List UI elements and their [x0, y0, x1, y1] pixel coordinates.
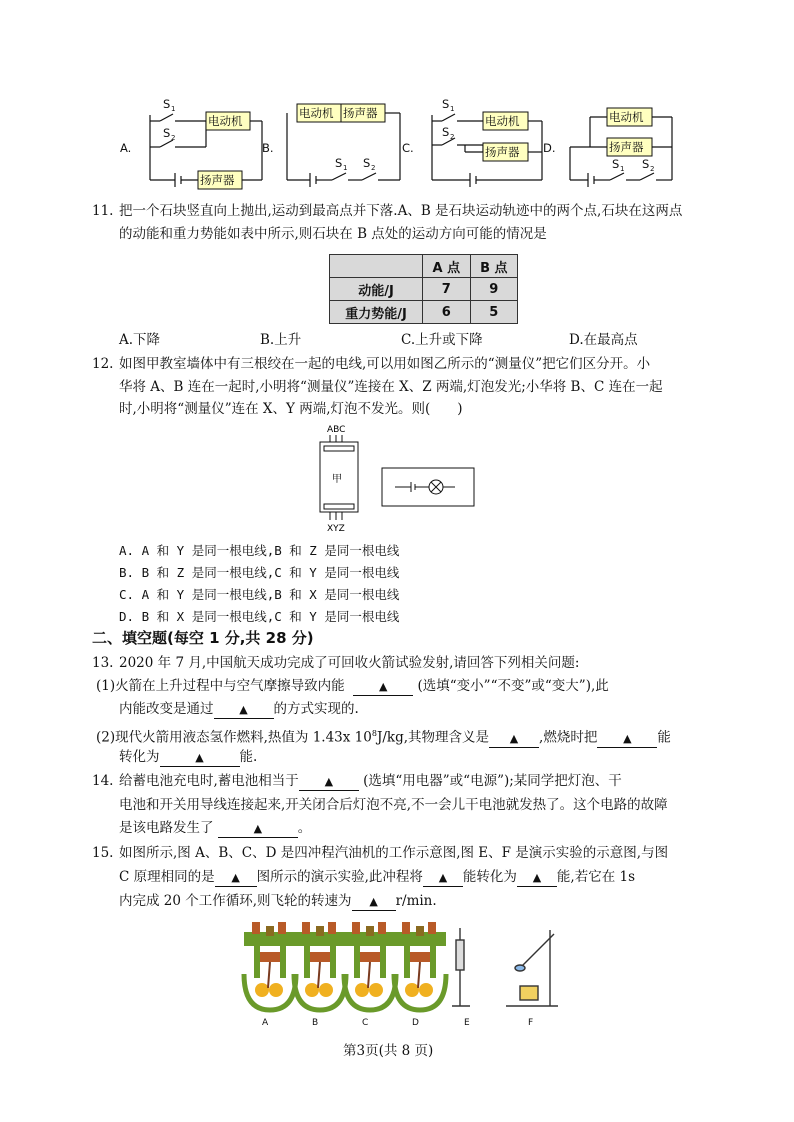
option-a-speaker: 扬声器: [200, 173, 235, 187]
blank-marker-icon: ▲: [369, 895, 378, 908]
q13-p2-text-a: 现代火箭用液态氢作燃料,热值为 1.43x 10: [115, 729, 372, 746]
q14-text-a: 给蓄电池充电时,蓄电池相当于: [119, 773, 299, 789]
table-cell: 6: [423, 301, 471, 324]
answer-blank[interactable]: [215, 869, 257, 887]
q12-option-b: B. B 和 Z 是同一根电线,C 和 Y 是同一根电线: [119, 565, 400, 580]
q11-line2: 的动能和重力势能如表中所示,则石块在 B 点处的运动方向可能的情况是: [119, 226, 547, 242]
option-d-label: D.: [543, 141, 556, 155]
q13-p1-text-c: 内能改变是通过: [119, 701, 214, 717]
blank-marker-icon: ▲: [324, 775, 334, 788]
q12-line3: 时,小明将“测量仪”连在 X、Y 两端,灯泡不发光。则( ): [119, 401, 463, 417]
q14-line1: [119, 771, 622, 791]
q15-text-3a: 内完成 20 个工作循环,则飞轮的转速为: [119, 893, 352, 909]
option-b-motor: 电动机: [299, 106, 334, 120]
option-b-s2: S: [363, 156, 371, 170]
table-cell: 7: [423, 278, 471, 301]
q14-number: 14.: [92, 773, 114, 789]
option-c-label: C.: [402, 141, 414, 155]
blank-marker-icon: ▲: [438, 871, 448, 884]
q13-p1-label: (1): [96, 678, 116, 694]
table-cell: 动能/J: [330, 278, 423, 301]
wire-tester-figure: [315, 420, 480, 535]
q13-part1-cont: [119, 699, 359, 719]
answer-blank[interactable]: [160, 749, 240, 767]
blank-marker-icon: ▲: [532, 871, 542, 884]
q15-text-2d: 能,若它在 1s: [556, 869, 636, 885]
q11-option-c: C.上升或下降: [401, 332, 483, 348]
option-d-motor: 电动机: [609, 110, 644, 124]
engine-strokes-figure: [238, 918, 563, 1030]
option-c-s1: S: [442, 97, 450, 111]
table-cell: 9: [470, 278, 517, 301]
blank-marker-icon: ▲: [509, 731, 519, 745]
fig-xyz-label: XYZ: [327, 524, 345, 534]
table-row: [330, 278, 518, 301]
q14-line2: 电池和开关用导线连接起来,开关闭合后灯泡不亮,不一会儿干电池就发热了。这个电路的故障: [119, 797, 668, 813]
q15-line2: [119, 867, 635, 887]
q15-text-2c: 能转化为: [462, 869, 517, 885]
q13-part1: [96, 676, 609, 696]
circuit-options-figure: [110, 95, 685, 195]
answer-blank[interactable]: [214, 701, 274, 719]
q11-number: 11.: [92, 203, 114, 219]
q12-number: 12.: [92, 356, 114, 372]
option-b-s2-sub: 2: [371, 164, 376, 172]
option-c-motor: 电动机: [485, 114, 520, 128]
answer-blank[interactable]: [352, 893, 396, 911]
fig-label-f: F: [528, 1018, 534, 1028]
table-cell: 重力势能/J: [330, 301, 423, 324]
blank-marker-icon: ▲: [239, 703, 248, 716]
option-d-s2: S: [642, 157, 650, 171]
q15-text-3b: r/min.: [395, 893, 437, 909]
q15-text-2a: C 原理相同的是: [119, 869, 215, 885]
table-cell: [330, 255, 423, 278]
blank-marker-icon: ▲: [231, 871, 240, 884]
option-b-label: B.: [262, 141, 274, 155]
option-d-speaker: 扬声器: [609, 140, 644, 154]
answer-blank[interactable]: [489, 730, 539, 748]
fig-label-b: B: [312, 1018, 319, 1028]
q13-p1-text-a: 火箭在上升过程中与空气摩擦导致内能: [115, 678, 345, 694]
fig-label-e: E: [464, 1018, 470, 1028]
answer-blank[interactable]: [517, 869, 557, 887]
q14-text-e: 。: [297, 820, 312, 836]
q13-p2-text-b: J/kg,其物理含义是: [376, 729, 490, 746]
q13-p1-text-d: 的方式实现的.: [273, 701, 359, 717]
q15-number: 15.: [92, 845, 114, 861]
option-a-s2: S: [163, 126, 171, 140]
q11-option-d: D.在最高点: [569, 332, 638, 348]
option-d-s1: S: [612, 157, 620, 171]
table-row: [330, 255, 518, 278]
option-d-s2-sub: 2: [650, 165, 655, 173]
q13-p2-label: (2): [96, 729, 116, 746]
q13-p1-text-b: (选填“变小”“不变”或“变大”),此: [417, 678, 609, 694]
q15-line1: 如图所示,图 A、B、C、D 是四冲程汽油机的工作示意图,图 E、F 是演示实验的示意图,与图: [119, 845, 669, 861]
q13-part2: [96, 724, 671, 748]
q13-number: 13.: [92, 655, 114, 671]
q11-line1: 把一个石块竖直向上抛出,运动到最高点并下落.A、B 是石块运动轨迹中的两个点,石块在这两点: [119, 203, 683, 219]
q15-line3: [119, 891, 437, 911]
q12-line1: 如图甲教室墙体中有三根绞在一起的电线,可以用如图乙所示的“测量仪”把它们区分开。小: [119, 356, 651, 372]
q13-stem: 2020 年 7 月,中国航天成功完成了可回收火箭试验发射,请回答下列相关问题:: [119, 655, 580, 671]
table-cell: B 点: [470, 255, 517, 278]
q13-part2-cont: [119, 747, 257, 767]
option-b-s1: S: [335, 156, 343, 170]
fig-jia-label: 甲: [332, 474, 342, 485]
energy-table: [329, 254, 518, 324]
q11-option-b: B.上升: [260, 332, 302, 348]
answer-blank[interactable]: [299, 773, 359, 791]
fig-abc-label: ABC: [327, 425, 346, 435]
q15-text-2b: 图所示的演示实验,此冲程将: [256, 869, 423, 885]
q13-p2-text-d: 能: [657, 729, 671, 746]
table-cell: A 点: [423, 255, 471, 278]
option-b-s1-sub: 1: [343, 164, 348, 172]
q12-option-a: A. A 和 Y 是同一根电线,B 和 Z 是同一根电线: [119, 543, 400, 558]
option-c-s2-sub: 2: [450, 133, 455, 141]
fig-label-c: C: [362, 1018, 369, 1028]
answer-blank[interactable]: [423, 869, 463, 887]
q14-line3: [119, 818, 311, 838]
table-row: [330, 301, 518, 324]
option-a-s2-sub: 2: [171, 134, 176, 142]
q13-p2-exponent: 8: [371, 729, 377, 738]
answer-blank[interactable]: [597, 730, 657, 748]
option-c-s2: S: [442, 125, 450, 139]
option-a-label: A.: [120, 141, 132, 155]
section-heading: 二、填空题(每空 1 分,共 28 分): [92, 629, 314, 647]
q11-option-a: A.下降: [119, 332, 161, 348]
blank-marker-icon: ▲: [623, 731, 632, 745]
q14-text-d: 是该电路发生了: [119, 820, 214, 836]
option-a-motor: 电动机: [208, 114, 243, 128]
option-a-s1-sub: 1: [171, 105, 176, 113]
option-c-s1-sub: 1: [450, 105, 455, 113]
option-a-s1: S: [163, 97, 171, 111]
q12-line2: 华将 A、B 连在一起时,小明将“测量仪”连接在 X、Z 两端,灯泡发光;小华将 B、C 连在一起: [119, 379, 663, 395]
blank-marker-icon: ▲: [195, 751, 204, 764]
blank-marker-icon: ▲: [253, 822, 263, 835]
fig-label-d: D: [412, 1018, 419, 1028]
answer-blank[interactable]: [218, 820, 298, 838]
blank-marker-icon: ▲: [378, 680, 388, 693]
option-d-s1-sub: 1: [620, 165, 625, 173]
q13-p2-text-f: 能.: [239, 749, 258, 765]
q12-option-c: C. A 和 Y 是同一根电线,B 和 X 是同一根电线: [119, 587, 400, 602]
option-c-speaker: 扬声器: [485, 145, 520, 159]
q13-p2-text-c: ,燃烧时把: [539, 729, 598, 746]
q12-option-d: D. B 和 X 是同一根电线,C 和 Y 是同一根电线: [119, 609, 400, 624]
table-cell: 5: [470, 301, 517, 324]
option-b-speaker: 扬声器: [343, 106, 378, 120]
q14-text-b: (选填“用电器”或“电源”);某同学把灯泡、干: [363, 773, 622, 789]
q13-p2-text-e: 转化为: [119, 749, 160, 765]
page-footer: 第3页(共 8 页): [343, 1043, 434, 1059]
answer-blank[interactable]: [353, 678, 413, 696]
fig-label-a: A: [262, 1018, 269, 1028]
